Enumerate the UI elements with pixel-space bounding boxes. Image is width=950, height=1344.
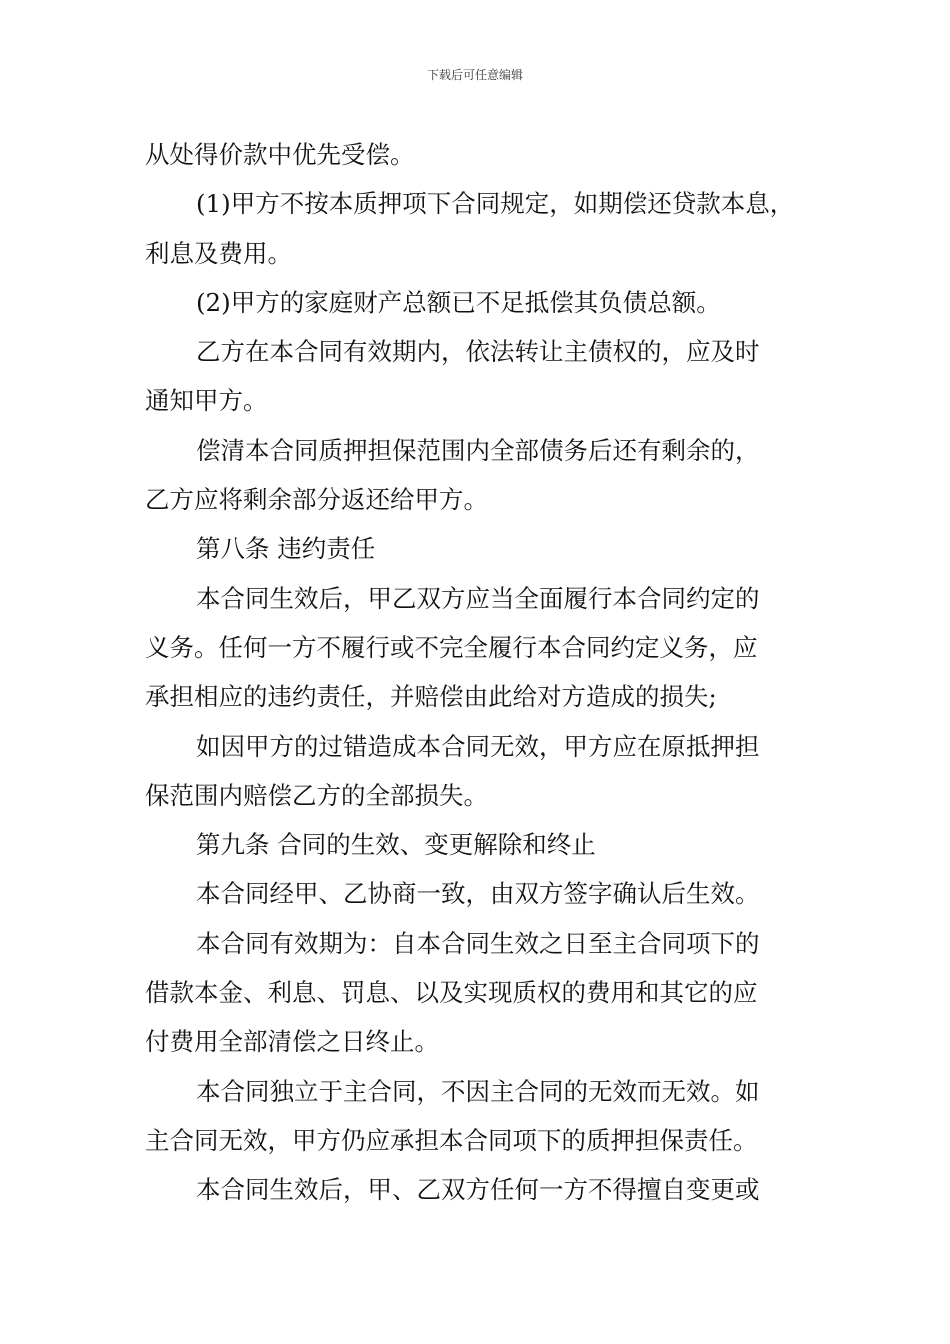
text-line: (1)甲方不按本质押项下合同规定，如期偿还贷款本息，	[196, 189, 795, 219]
text-line: 承担相应的违约责任，并赔偿由此给对方造成的损失;	[145, 682, 717, 712]
section-heading: 第九条 合同的生效、变更解除和终止	[196, 830, 596, 860]
text-line: 主合同无效，甲方仍应承担本合同项下的质押担保责任。	[145, 1125, 758, 1155]
text-line: 乙方应将剩余部分返还给甲方。	[145, 485, 488, 515]
text-line: 付费用全部清偿之日终止。	[145, 1027, 439, 1057]
text-line: 从处得价款中优先受偿。	[145, 140, 415, 169]
text-line: 本合同经甲、乙协商一致，由双方签字确认后生效。	[196, 879, 760, 909]
text-line: 本合同有效期为：自本合同生效之日至主合同项下的	[196, 928, 760, 958]
text-line: 通知甲方。	[145, 386, 268, 416]
text-line: (2)甲方的家庭财产总额已不足抵偿其负债总额。	[196, 287, 721, 317]
text-line: 保范围内赔偿乙方的全部损失。	[145, 780, 488, 810]
page-header: 下载后可任意编辑	[426, 68, 523, 82]
text-line: 本合同独立于主合同，不因主合同的无效而无效。如	[196, 1076, 760, 1106]
section-heading: 第八条 违约责任	[196, 534, 376, 564]
text-line: 义务。任何一方不履行或不完全履行本合同约定义务，应	[145, 632, 758, 662]
text-line: 利息及费用。	[145, 238, 292, 268]
text-line: 乙方在本合同有效期内，依法转让主债权的，应及时	[196, 337, 760, 367]
document-body	[145, 130, 815, 1215]
text-line: 如因甲方的过错造成本合同无效，甲方应在原抵押担	[196, 731, 760, 761]
text-line: 借款本金、利息、罚息、以及实现质权的费用和其它的应	[145, 978, 758, 1008]
text-line: 本合同生效后，甲乙双方应当全面履行本合同约定的	[196, 583, 760, 613]
text-line: 偿清本合同质押担保范围内全部债务后还有剩余的，	[196, 435, 760, 465]
text-line: 本合同生效后，甲、乙双方任何一方不得擅自变更或	[196, 1175, 760, 1205]
